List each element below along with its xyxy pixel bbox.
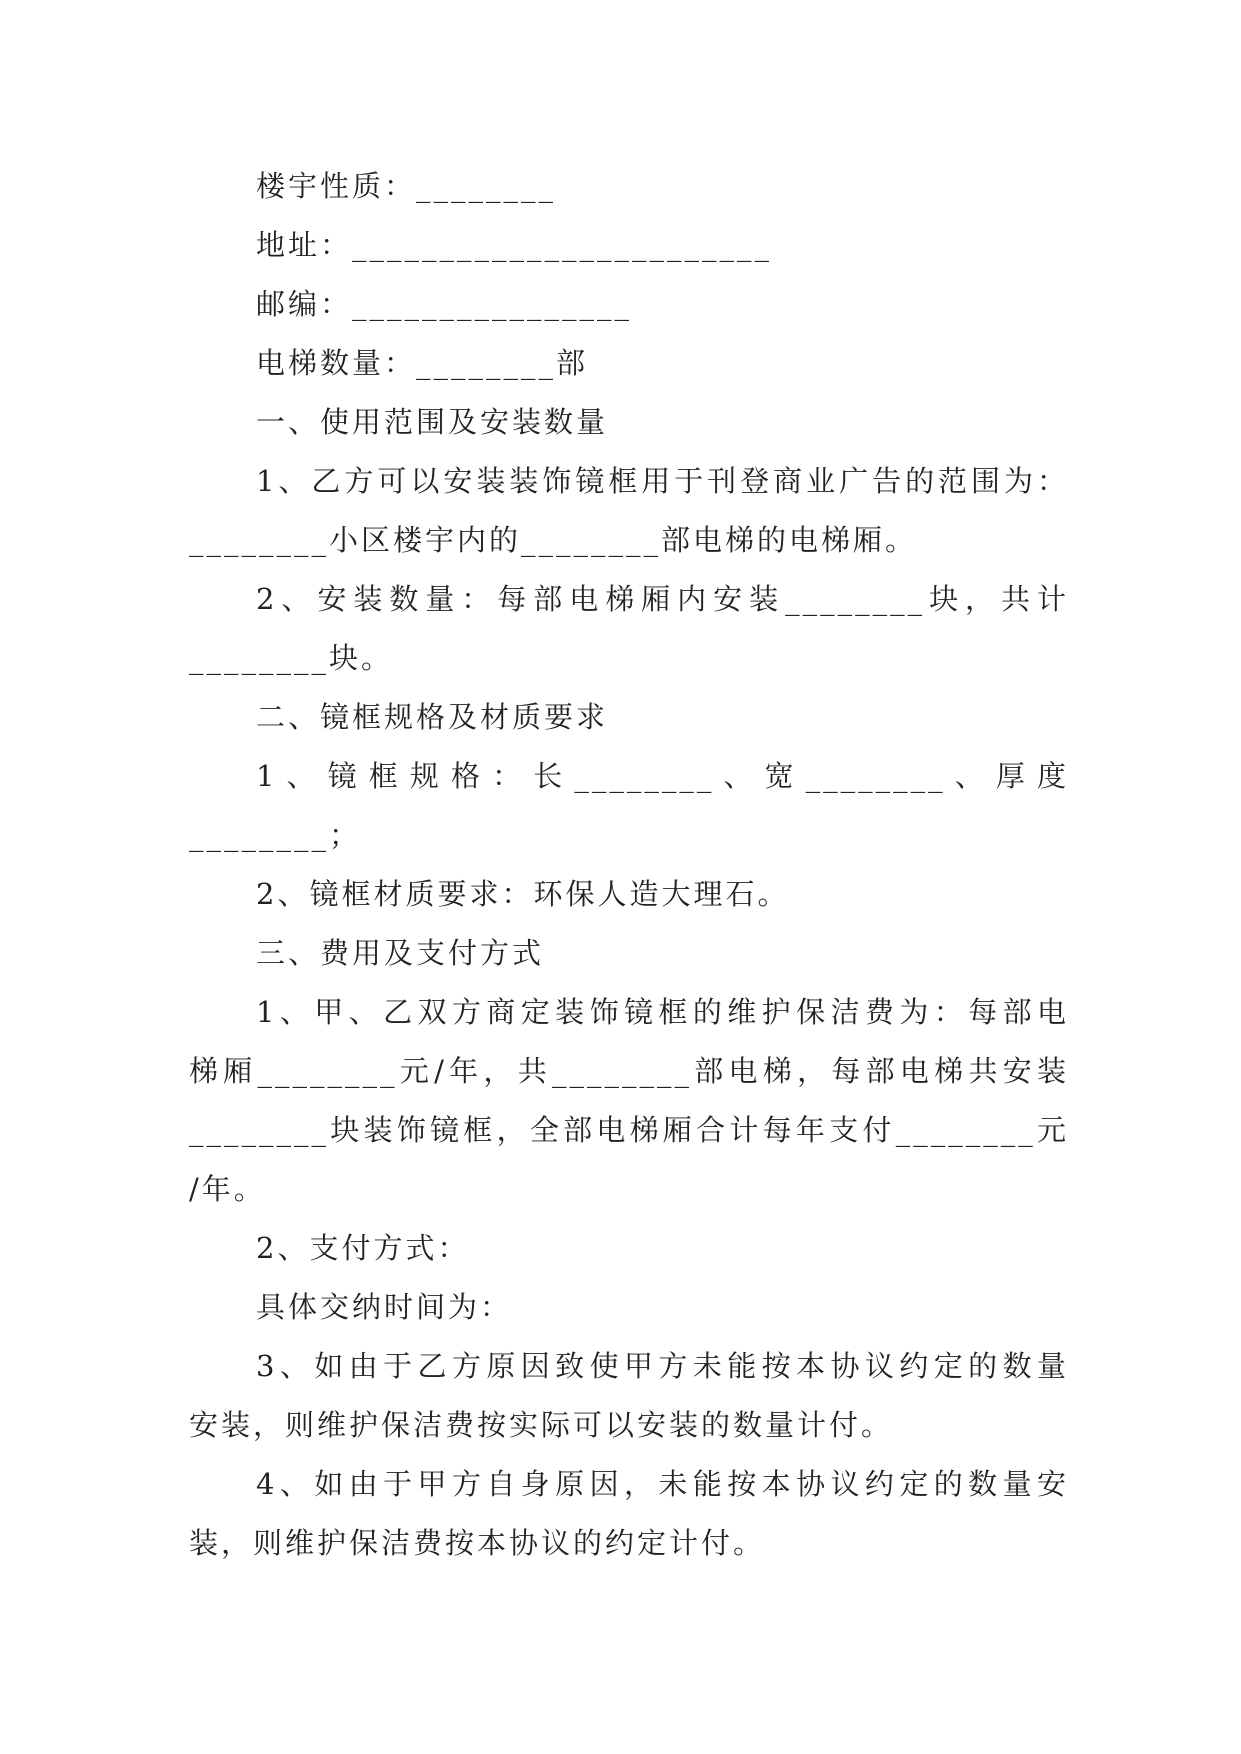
clause-1-2-line-1: 2、安装数量：每部电梯厢内安装________块，共计 (256, 582, 1069, 616)
clause-1-1-line-1: 1、乙方可以安装装饰镜框用于刊登商业广告的范围为： (256, 464, 1069, 498)
clause-2-2: 2、镜框材质要求：环保人造大理石。 (256, 877, 790, 911)
clause-3-1-line-2: 梯厢________元/年，共________部电梯，每部电梯共安装 (189, 1054, 1069, 1088)
clause-3-3-line-1: 3、如由于乙方原因致使甲方未能按本协议约定的数量 (256, 1349, 1069, 1383)
clause-1-2-line-2: ________块。 (189, 641, 394, 675)
clause-3-4-line-2: 装，则维护保洁费按本协议的约定计付。 (189, 1526, 766, 1560)
building-type-field: 楼宇性质：________ (256, 169, 557, 203)
clause-3-1-line-1: 1、甲、乙双方商定装饰镜框的维护保洁费为：每部电 (256, 995, 1069, 1029)
elevator-count-field: 电梯数量：________部 (256, 346, 589, 380)
clause-1-1-line-2: ________小区楼宇内的________部电梯的电梯厢。 (189, 523, 918, 557)
clause-3-2: 2、支付方式： (256, 1231, 470, 1265)
address-field: 地址：________________________ (256, 228, 773, 262)
clause-3-4-line-1: 4、如由于甲方自身原因，未能按本协议约定的数量安 (256, 1467, 1069, 1501)
postal-code-field: 邮编：________________ (256, 287, 633, 321)
section-heading-2: 二、镜框规格及材质要求 (256, 700, 609, 734)
clause-3-3-line-2: 安装，则维护保洁费按实际可以安装的数量计付。 (189, 1408, 894, 1442)
clause-3-1-line-4: /年。 (189, 1172, 266, 1206)
clause-2-1-line-1: 1、镜框规格：长________、宽________、厚度 (256, 759, 1069, 793)
section-heading-3: 三、费用及支付方式 (256, 936, 545, 970)
section-heading-1: 一、使用范围及安装数量 (256, 405, 609, 439)
clause-3-1-line-3: ________块装饰镜框，全部电梯厢合计每年支付________元 (189, 1113, 1069, 1147)
payment-time-label: 具体交纳时间为： (256, 1290, 513, 1324)
clause-2-1-line-2: ________； (189, 818, 362, 852)
